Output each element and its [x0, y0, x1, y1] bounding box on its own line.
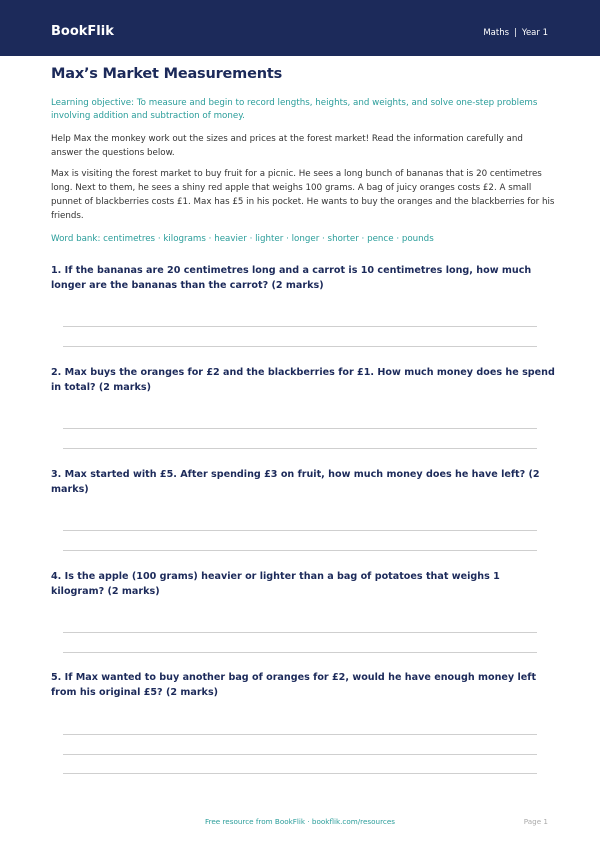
question-4: 4. Is the apple (100 grams) heavier or lighter than a bag of potatoes that weighs 1 kilogram? (2 marks)	[51, 571, 500, 597]
answer-line[interactable]	[63, 632, 537, 633]
answer-line[interactable]	[63, 550, 537, 551]
footer-credit: Free resource from BookFlik · bookflik.com/resources	[204, 817, 396, 826]
subject-breadcrumb	[483, 28, 548, 38]
answer-line[interactable]	[63, 530, 537, 531]
page-header	[0, 0, 600, 56]
question-5: 5. If Max wanted to buy another bag of oranges for £2, would he have enough money left from his original £5? (2 marks)	[51, 672, 537, 698]
answer-line[interactable]	[63, 734, 537, 735]
subject-label: Maths	[483, 28, 510, 38]
year-label: Year 1	[521, 28, 548, 38]
learning-objective: Learning objective: To measure and begin to record lengths, heights, and weights, and solve one-step problems involving addition and subtraction of money.	[51, 98, 538, 121]
answer-line[interactable]	[63, 326, 537, 327]
answer-line[interactable]	[63, 448, 537, 449]
question-2: 2. Max buys the oranges for £2 and the blackberries for £1. How much money does he spend in total? (2 marks)	[51, 367, 555, 393]
answer-line[interactable]	[63, 773, 537, 774]
question-3: 3. Max started with £5. After spending £3 on fruit, how much money does he have left? (2 marks)	[51, 469, 540, 495]
brand-logo: BookFlik	[51, 24, 114, 39]
page-number: Page 1	[523, 817, 548, 826]
question-1: 1. If the bananas are 20 centimetres long and a carrot is 10 centimetres long, how much longer are the bananas than the carrot? (2 marks)	[51, 265, 532, 291]
story-text: Max is visiting the forest market to buy fruit for a picnic. He sees a long bunch of bananas that is 20 centimetres long. Next to them, he sees a shiny red apple that weighs 100 grams. A bag of juicy oranges costs £2. A small punnet of blackberries costs £1. Max has £5 in his pocket. He wants to buy the oranges and the blackberries for his friends.	[51, 169, 555, 221]
answer-line[interactable]	[63, 754, 537, 755]
answer-line[interactable]	[63, 346, 537, 347]
answer-line[interactable]	[63, 428, 537, 429]
worksheet-title: Max’s Market Measurements	[51, 66, 283, 82]
answer-line[interactable]	[63, 652, 537, 653]
breadcrumb-separator: |	[514, 28, 517, 38]
word-bank: Word bank: centimetres · kilograms · heavier · lighter · longer · shorter · pence · pounds	[51, 234, 434, 244]
intro-text: Help Max the monkey work out the sizes and prices at the forest market! Read the information carefully and answer the questions below.	[51, 134, 523, 158]
